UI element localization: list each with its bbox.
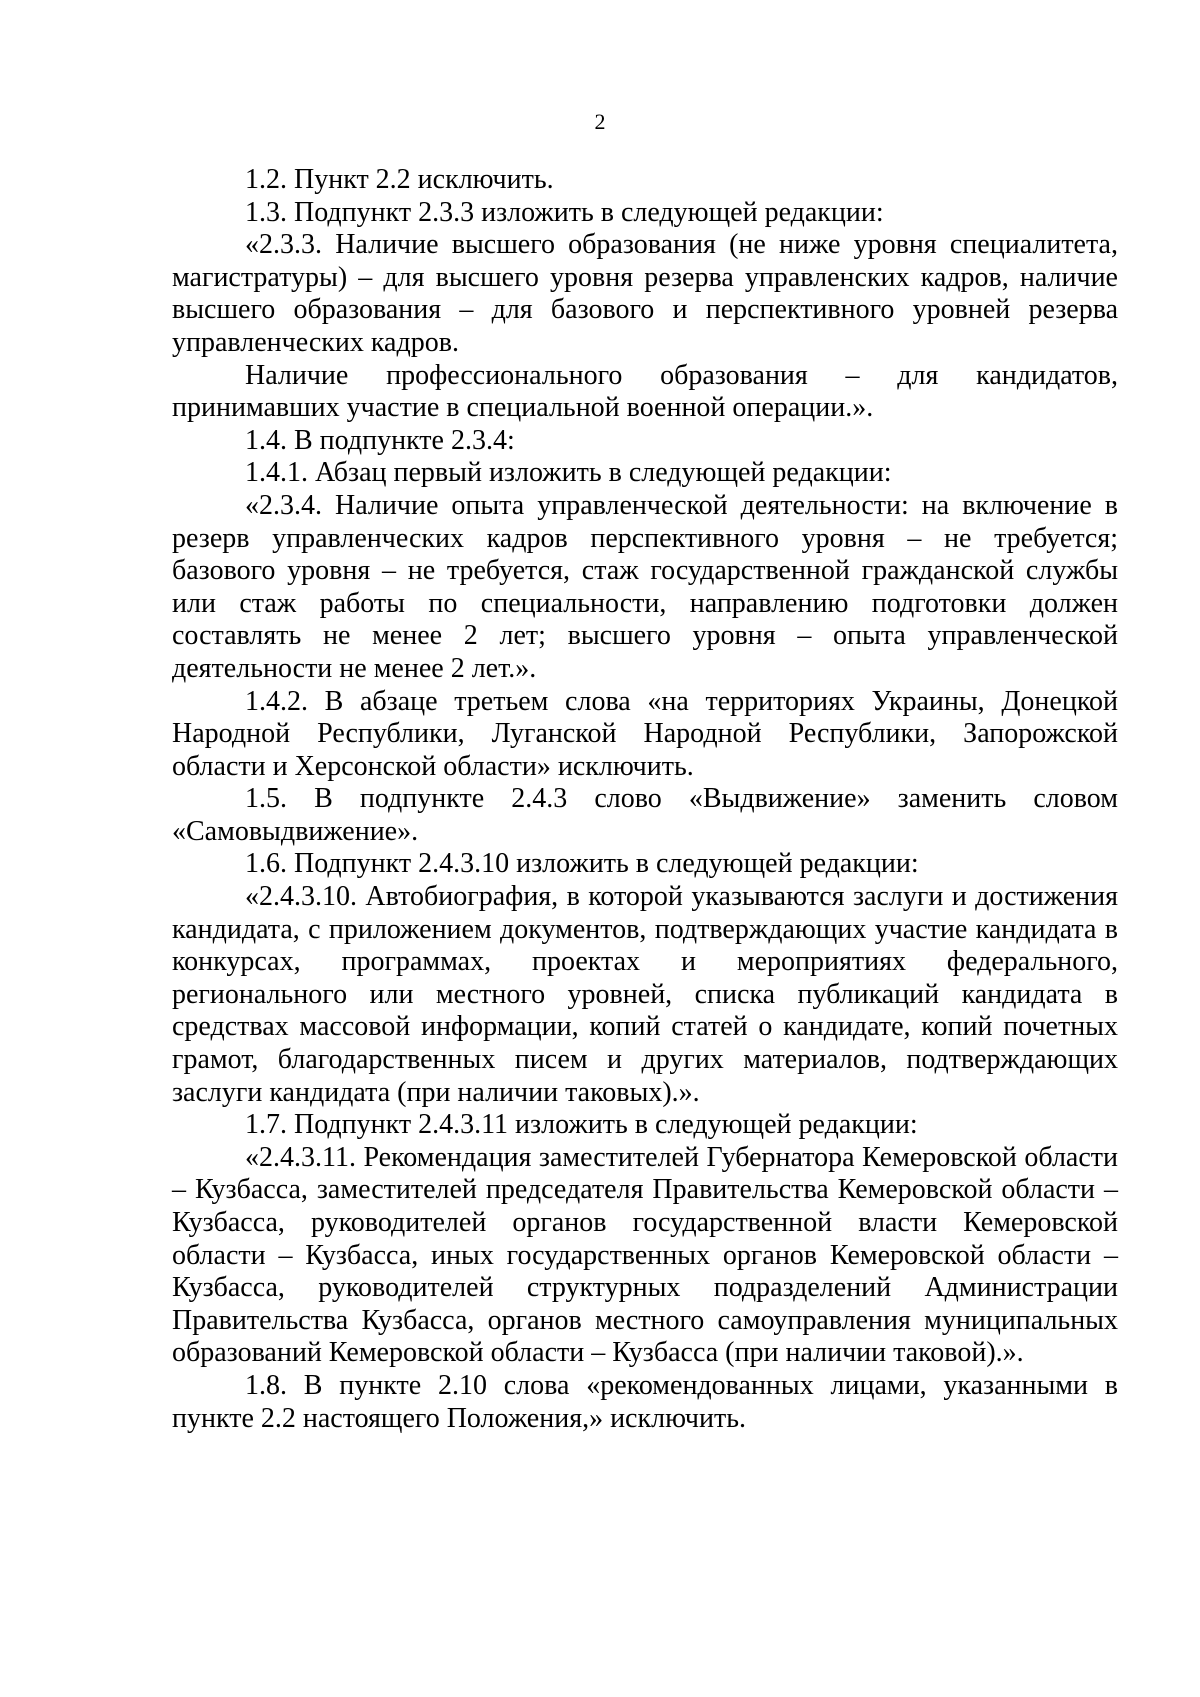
- document-body: [172, 164, 1118, 1435]
- paragraph-1-4: 1.4. В подпункте 2.3.4:: [245, 424, 515, 456]
- paragraph-1-3: 1.3. Подпункт 2.3.3 изложить в следующей редакции:: [245, 196, 884, 228]
- paragraph-2-4-3-10-text: «2.4.3.10. Автобиография, в которой указываются заслуги и достижения кандидата, с приложением документов, подтверждающих участие кандидата в конкурсах, программах, проектах и мероприятиях федерального, регионального или местного уровней, списка публикаций кандидата в средствах массовой информации, копий статей о кандидате, копий почетных грамот, благодарственных писем и других материалов, подтверждающих заслуги кандидата (при наличии таковых).».: [172, 881, 1118, 1108]
- paragraph-1-2: 1.2. Пункт 2.2 исключить.: [245, 164, 554, 195]
- paragraph-2-3-3-text: «2.3.3. Наличие высшего образования (не ниже уровня специалитета, магистратуры) – для высшего уровня резерва управленских кадров, наличие высшего образования – для базового и перспективного уровней резерва управленческих кадров.: [172, 229, 1118, 358]
- paragraph-1-4-1: 1.4.1. Абзац первый изложить в следующей редакции:: [245, 457, 892, 489]
- paragraph-1-5: 1.5. В подпункте 2.4.3 слово «Выдвижение» заменить словом «Самовыдвижение».: [172, 783, 1118, 847]
- paragraph-1-7: 1.7. Подпункт 2.4.3.11 изложить в следующей редакции:: [245, 1109, 918, 1141]
- paragraph-2-3-4-text: «2.3.4. Наличие опыта управленческой деятельности: на включение в резерв управленческих кадров перспективного уровня – не требуется; базового уровня – не требуется, стаж государственной гражданской службы или стаж работы по специальности, направлению подготовки должен составлять не менее 2 лет; высшего уровня – опыта управленческой деятельности не менее 2 лет.».: [172, 489, 1118, 684]
- paragraph-1-4-2: 1.4.2. В абзаце третьем слова «на территориях Украины, Донецкой Народной Республики, Луганской Народной Республики, Запорожской области и Херсонской области» исключить.: [172, 685, 1118, 782]
- paragraph-1-6: 1.6. Подпункт 2.4.3.10 изложить в следующей редакции:: [245, 848, 919, 880]
- paragraph-professional-education: Наличие профессионального образования – для кандидатов, принимавших участие в специальной военной операции.».: [172, 359, 1118, 424]
- paragraph-2-4-3-11-text: «2.4.3.11. Рекомендация заместителей Губернатора Кемеровской области – Кузбасса, заместителей председателя Правительства Кемеровской области – Кузбасса, руководителей органов государственной власти Кемеровской области – Кузбасса, иных государственных органов Кемеровской области – Кузбасса, руководителей структурных подразделений Администрации Правительства Кузбасса, органов местного самоуправления муниципальных образований Кемеровской области – Кузбасса (при наличии таковой).».: [172, 1141, 1118, 1369]
- page-number: 2: [594, 109, 606, 134]
- paragraph-1-8: 1.8. В пункте 2.10 слова «рекомендованных лицами, указанными в пункте 2.2 настоящего Положения,» исключить.: [172, 1369, 1118, 1434]
